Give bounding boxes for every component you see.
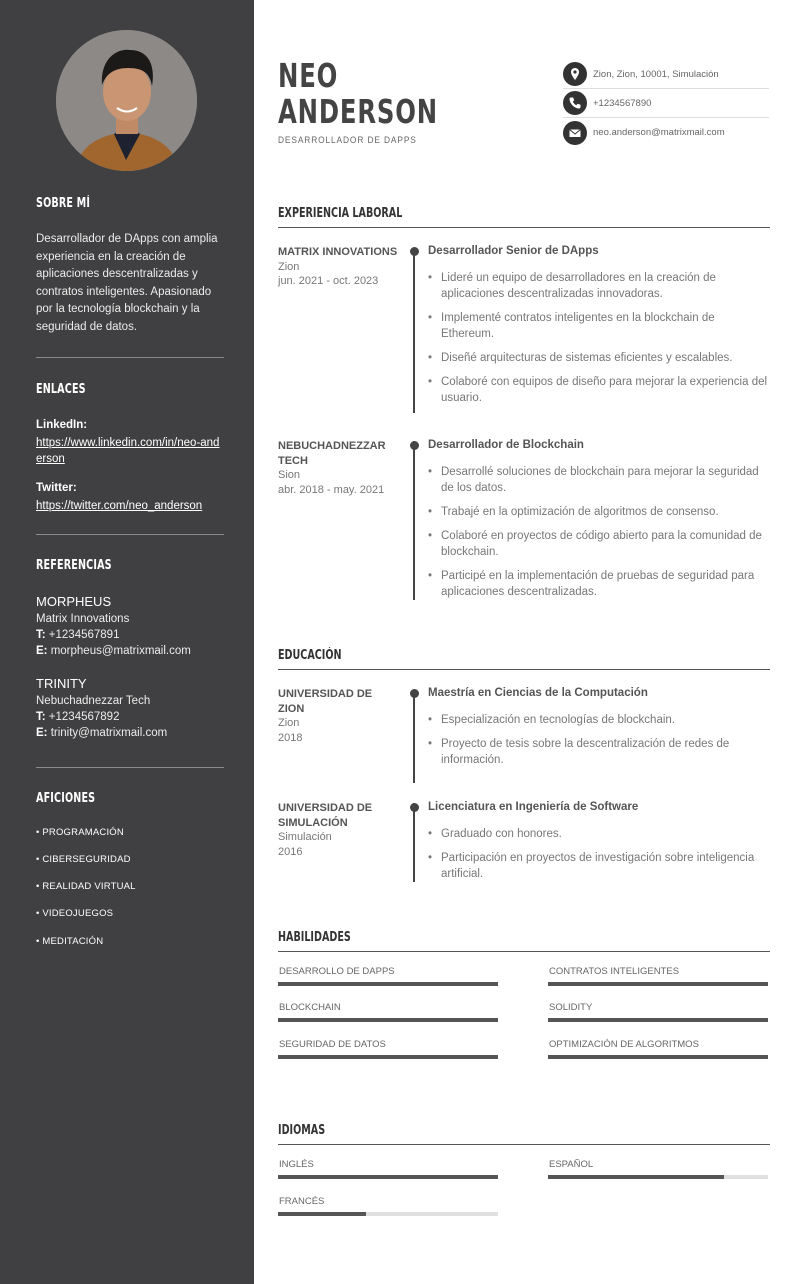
reference-morpheus — [36, 593, 224, 659]
job-title: DESARROLLADOR DE DAPPS — [278, 135, 417, 146]
contact-email — [563, 118, 769, 147]
job-title: Desarrollador Senior de DApps — [428, 245, 599, 257]
language-bar-fill — [278, 1175, 498, 1179]
job-title: Desarrollador de Blockchain — [428, 439, 584, 451]
reference-name: TRINITY — [36, 676, 87, 691]
school-name: UNIVERSIDAD DE SIMULACIÓN — [278, 802, 373, 829]
timeline-dot — [410, 803, 419, 812]
skill-bar-fill — [278, 1018, 498, 1022]
skill-bar — [548, 1018, 768, 1022]
skill-bar-fill — [278, 1055, 498, 1059]
skill-name: SOLIDITY — [549, 1002, 593, 1013]
bullet-item: • Proyecto de tesis sobre la descentralización de redes de información. — [428, 736, 770, 768]
reference-email: E: morpheus@matrixmail.com — [36, 644, 191, 657]
skill-item — [548, 1039, 768, 1059]
education-timeline-line — [413, 803, 415, 882]
skill-name: CONTRATOS INTELIGENTES — [549, 966, 680, 977]
school-location: Zion — [278, 717, 300, 729]
language-item — [278, 1159, 498, 1179]
sidebar-divider — [36, 767, 224, 768]
profile-photo-image — [56, 30, 197, 171]
phone-text: +1234567890 — [593, 97, 652, 109]
hobby-item: • CIBERSEGURIDAD — [36, 854, 131, 865]
linkedin-link[interactable]: https://www.linkedin.com/in/neo-anderson — [36, 436, 220, 465]
degree-title: Maestría en Ciencias de la Computación — [428, 687, 648, 699]
skills-heading: HABILIDADES — [278, 930, 770, 952]
skill-item — [548, 966, 768, 986]
skill-name: BLOCKCHAIN — [279, 1002, 341, 1013]
address-text: Zion, Zion, 10001, Simulación — [593, 68, 719, 80]
language-name: INGLÉS — [279, 1159, 314, 1170]
education-dates: 2016 — [278, 845, 303, 858]
language-bar — [278, 1175, 498, 1179]
about-text: Desarrollador de DApps con amplia experiencia en la creación de aplicaciones descentralizadas y contratos inteligentes. Apasionado por la tecnología blockchain y la seguridad de datos. — [36, 233, 218, 333]
bullet-item: • Desarrollé soluciones de blockchain para mejorar la seguridad de los datos. — [428, 464, 770, 496]
skill-item — [548, 1002, 768, 1022]
languages-heading: IDIOMAS — [278, 1123, 770, 1145]
bullet-item: • Especialización en tecnologías de blockchain. — [428, 712, 770, 728]
job-bullets — [428, 464, 770, 608]
education-timeline-line — [413, 693, 415, 783]
skill-name: OPTIMIZACIÓN DE ALGORITMOS — [549, 1039, 699, 1050]
bullet-item: • Participé en la implementación de pruebas de seguridad para aplicaciones descentralizadas. — [428, 568, 770, 600]
education-dates: 2018 — [278, 731, 303, 744]
hobby-item: • VIDEOJUEGOS — [36, 908, 114, 919]
job-bullets — [428, 270, 770, 414]
degree-title: Licenciatura en Ingeniería de Software — [428, 801, 639, 813]
email-text: neo.anderson@matrixmail.com — [593, 127, 725, 138]
bullet-item: • Colaboré en proyectos de código abierto para la comunidad de blockchain. — [428, 528, 770, 560]
skill-bar-fill — [548, 982, 768, 986]
language-item — [278, 1196, 498, 1216]
twitter-label: Twitter: — [36, 482, 77, 494]
skill-bar — [278, 1018, 498, 1022]
location-pin-icon — [563, 62, 587, 86]
education-bullets — [428, 826, 770, 890]
language-bar-fill — [548, 1175, 724, 1179]
company-name: MATRIX INNOVATIONS — [278, 246, 398, 258]
education-meta — [278, 801, 398, 859]
linkedin-label: LinkedIn: — [36, 419, 88, 431]
experience-timeline-line — [413, 251, 415, 413]
hobby-item: • REALIDAD VIRTUAL — [36, 881, 136, 892]
contact-phone — [563, 89, 769, 118]
reference-email: E: trinity@matrixmail.com — [36, 726, 168, 739]
last-name: ANDERSON — [278, 92, 438, 131]
language-item — [548, 1159, 768, 1179]
reference-company: Nebuchadnezzar Tech — [36, 694, 151, 707]
skill-bar-fill — [548, 1018, 768, 1022]
skill-bar-fill — [278, 982, 498, 986]
profile-photo — [56, 30, 197, 171]
skill-bar — [548, 982, 768, 986]
twitter-link-block — [36, 480, 224, 514]
experience-timeline-line — [413, 441, 415, 600]
job-location: Sion — [278, 469, 301, 481]
reference-trinity — [36, 675, 224, 741]
language-bar-fill — [278, 1212, 366, 1216]
job-meta — [278, 439, 398, 497]
skill-item — [278, 1002, 498, 1022]
education-meta — [278, 687, 398, 745]
phone-icon — [563, 91, 587, 115]
bullet-item: • Graduado con honores. — [428, 826, 770, 842]
skill-bar-fill — [548, 1055, 768, 1059]
skill-bar — [278, 982, 498, 986]
bullet-item: • Implementé contratos inteligentes en la blockchain de Ethereum. — [428, 310, 770, 342]
links-heading: ENLACES — [36, 382, 86, 397]
skill-bar — [278, 1055, 498, 1059]
about-heading: SOBRE MÍ — [36, 196, 91, 211]
skill-item — [278, 966, 498, 986]
hobby-item: • MEDITACIÓN — [36, 936, 104, 947]
reference-name: MORPHEUS — [36, 594, 112, 609]
envelope-icon — [563, 121, 587, 145]
language-name: FRANCÉS — [279, 1196, 325, 1207]
job-location: Zion — [278, 260, 300, 273]
reference-company: Matrix Innovations — [36, 612, 130, 625]
sidebar-divider — [36, 357, 224, 358]
bullet-item: • Colaboré con equipos de diseño para mejorar la experiencia del usuario. — [428, 374, 770, 406]
first-name: NEO — [278, 56, 339, 95]
skill-item — [278, 1039, 498, 1059]
full-name — [278, 58, 438, 130]
timeline-dot — [410, 689, 419, 698]
language-bar — [548, 1175, 768, 1179]
skill-bar — [548, 1055, 768, 1059]
job-dates: abr. 2018 - may. 2021 — [278, 483, 385, 496]
bullet-item: • Participación en proyectos de investigación sobre inteligencia artificial. — [428, 850, 770, 882]
bullet-item: • Lideré un equipo de desarrolladores en la creación de aplicaciones descentralizadas innovadoras. — [428, 270, 770, 302]
reference-phone: T: +1234567891 — [36, 628, 120, 641]
sidebar-divider — [36, 534, 224, 535]
hobbies-heading: AFICIONES — [36, 791, 96, 806]
references-heading: REFERENCIAS — [36, 558, 112, 573]
language-bar — [278, 1212, 498, 1216]
skill-name: SEGURIDAD DE DATOS — [279, 1039, 386, 1050]
skill-name: DESARROLLO DE DAPPS — [279, 966, 395, 977]
education-bullets — [428, 712, 770, 776]
timeline-dot — [410, 441, 419, 450]
company-name: NEBUCHADNEZZAR TECH — [278, 440, 386, 467]
reference-phone: T: +1234567892 — [36, 710, 120, 723]
school-location: Simulación — [278, 831, 332, 843]
linkedin-link-block — [36, 417, 224, 467]
bullet-item: • Diseñé arquitecturas de sistemas eficientes y escalables. — [428, 350, 770, 366]
timeline-dot — [410, 247, 419, 256]
bullet-item: • Trabajé en la optimización de algoritmos de consenso. — [428, 504, 770, 520]
education-heading: EDUCACIÓN — [278, 648, 770, 670]
contact-address — [563, 60, 769, 89]
language-name: ESPAÑOL — [549, 1159, 594, 1170]
job-dates: jun. 2021 - oct. 2023 — [278, 275, 379, 287]
school-name: UNIVERSIDAD DE ZION — [278, 688, 373, 715]
twitter-link[interactable]: https://twitter.com/neo_anderson — [36, 499, 203, 512]
job-meta — [278, 245, 398, 289]
experience-heading: EXPERIENCIA LABORAL — [278, 206, 770, 228]
hobby-item: • PROGRAMACIÓN — [36, 827, 124, 838]
